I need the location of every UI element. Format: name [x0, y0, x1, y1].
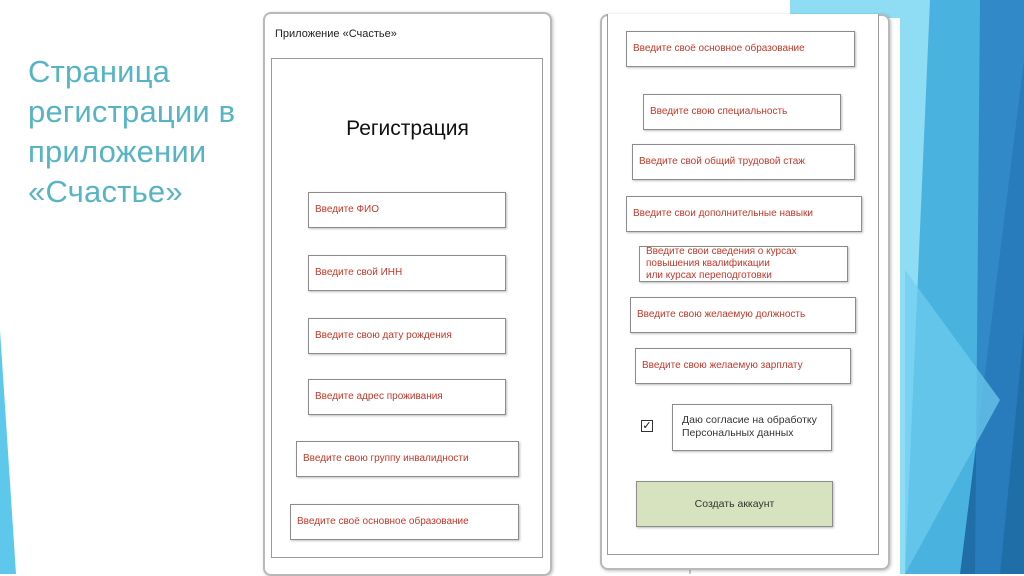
courses-field-line-2: повышения квалификации: [646, 258, 770, 269]
consent-checkbox[interactable]: [641, 420, 653, 432]
courses-field-line-1: Введите свои сведения о курсах: [646, 246, 797, 257]
courses-field[interactable]: [639, 246, 848, 282]
education-field-left[interactable]: [290, 504, 519, 540]
address-field-label: Введите адрес проживания: [315, 391, 443, 402]
desired-position-field-label: Введите свою желаемую должность: [637, 309, 806, 320]
additional-skills-field-label: Введите свои дополнительные навыки: [633, 208, 813, 219]
education-field-right[interactable]: [626, 31, 855, 67]
slide-title-line-1: Страница: [28, 54, 171, 89]
slide-title: [28, 52, 268, 212]
birthdate-field[interactable]: [308, 318, 506, 354]
education-field-right-label: Введите своё основное образование: [633, 43, 805, 54]
consent-line-1: Даю согласие на обработку: [682, 414, 817, 426]
registration-heading: Регистрация: [346, 117, 469, 140]
create-account-button[interactable]: [636, 481, 833, 527]
birthdate-field-label: Введите свою дату рождения: [315, 330, 452, 341]
work-experience-field-label: Введите свой общий трудовой стаж: [639, 156, 805, 167]
slide-title-line-4: «Счастье»: [28, 174, 183, 209]
app-title: Приложение «Счастье»: [275, 28, 397, 40]
desired-salary-field-label: Введите свою желаемую зарплату: [642, 360, 803, 371]
slide-title-line-3: приложении: [28, 134, 207, 169]
left-edge-stripe: [0, 330, 16, 574]
additional-skills-field[interactable]: [626, 196, 862, 232]
courses-field-line-3: или курсах переподготовки: [646, 270, 772, 281]
disability-group-field-label: Введите свою группу инвалидности: [303, 453, 469, 464]
disability-group-field[interactable]: [296, 441, 519, 477]
consent-label-box: [672, 404, 832, 451]
inn-field[interactable]: [308, 255, 506, 291]
fio-field[interactable]: [308, 192, 506, 228]
specialty-field[interactable]: [643, 94, 841, 130]
specialty-field-label: Введите свою специальность: [650, 106, 788, 117]
desired-position-field[interactable]: [630, 297, 856, 333]
slide-title-line-2: регистрации в: [28, 94, 236, 129]
work-experience-field[interactable]: [632, 144, 855, 180]
fio-field-label: Введите ФИО: [315, 204, 380, 215]
address-field[interactable]: [308, 379, 506, 415]
inn-field-label: Введите свой ИНН: [315, 267, 403, 278]
education-field-left-label: Введите своё основное образование: [297, 516, 469, 527]
create-account-button-label: Создать аккаунт: [694, 498, 775, 510]
desired-salary-field[interactable]: [635, 348, 851, 384]
consent-line-2: Персональных данных: [682, 427, 794, 439]
checkmark-icon: ✓: [642, 420, 652, 432]
